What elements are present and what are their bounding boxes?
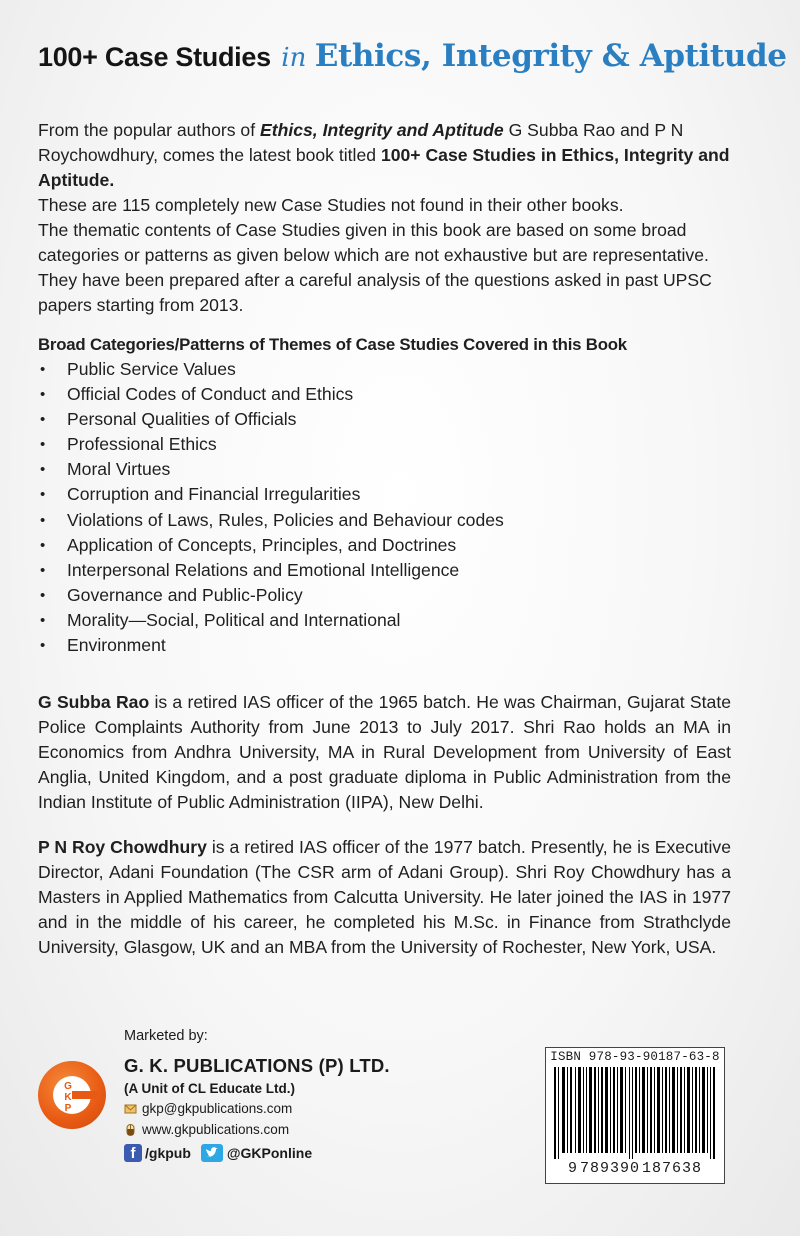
category-item: • Violations of Laws, Rules, Policies and Behaviour codes	[38, 508, 731, 533]
barcode-digit-group: 789390	[579, 1160, 640, 1177]
author-bio-text: is a retired IAS officer of the 1965 batch. He was Chairman, Gujarat State Police Complaints Authority from June 2013 to July 2017. Shri Rao holds an MA in Economics from Andhra University, MA in Rural Development from University of East Anglia, United Kingdom, and a post graduate diploma in Public Administration from the Indian Institute of Public Administration (IIPA), New Delhi.	[38, 692, 731, 812]
publisher-website[interactable]: www.gkpublications.com	[142, 1122, 290, 1137]
barcode-digit-group: 187638	[642, 1160, 703, 1177]
title-main: Ethics, Integrity & Aptitude	[314, 38, 787, 74]
barcode-bars	[554, 1067, 716, 1159]
author-name: G Subba Rao	[38, 692, 150, 712]
social-links	[124, 1144, 312, 1162]
publisher-email-row	[124, 1101, 292, 1116]
publisher-name: G. K. PUBLICATIONS (P) LTD.	[124, 1055, 390, 1076]
new-book-title: 100+ Case Studies in Ethics, Integrity and Aptitude.	[38, 145, 730, 190]
publisher-block	[38, 1025, 458, 1175]
publisher-unit: (A Unit of CL Educate Ltd.)	[124, 1081, 295, 1096]
category-item: • Governance and Public-Policy	[38, 583, 731, 608]
category-item: • Interpersonal Relations and Emotional Intelligence	[38, 558, 731, 583]
mail-icon	[124, 1103, 137, 1115]
author-bio-roy-chowdhury	[38, 835, 731, 960]
facebook-handle[interactable]: /gkpub	[145, 1145, 191, 1161]
category-item: • Environment	[38, 633, 731, 658]
author-name: P N Roy Chowdhury	[38, 837, 207, 857]
intro-text-a: From the popular authors of	[38, 120, 260, 140]
category-item: • Corruption and Financial Irregularities	[38, 482, 731, 507]
publisher-email[interactable]: gkp@gkpublications.com	[142, 1101, 293, 1116]
categories-section	[38, 332, 731, 658]
book-title	[38, 38, 787, 74]
isbn-number: ISBN 978-93-90187-63-8	[550, 1050, 720, 1064]
category-item: • Application of Concepts, Principles, and Doctrines	[38, 533, 731, 558]
intro-paragraph-3: The thematic contents of Case Studies given in this book are based on some broad categories or patterns as given below which are not exhaustive but are representative. They have been prepared after a careful analysis of the questions asked in past UPSC papers starting from 2013.	[38, 220, 712, 315]
author-bio-text: is a retired IAS officer of the 1977 batch. Presently, he is Executive Director, Adani Foundation (The CSR arm of Adani Group). Shri Roy Chowdhury has a Masters in Applied Mathematics from Calcutta University. He later joined the IAS in 1977 and in the middle of his career, he completed his M.Sc. in Finance from Strathclyde University, Glasgow, UK and an MBA from the University of Rochester, New York, USA.	[38, 837, 731, 957]
intro-section	[38, 118, 731, 318]
category-item: • Morality—Social, Political and International	[38, 608, 731, 633]
barcode-digit-group: 9	[567, 1160, 578, 1177]
barcode-digits	[546, 1160, 724, 1177]
categories-heading: Broad Categories/Patterns of Themes of Case Studies Covered in this Book	[38, 335, 627, 354]
previous-book-title: Ethics, Integrity and Aptitude	[260, 120, 504, 140]
gkp-logo-icon	[38, 1061, 106, 1129]
intro-paragraph-2: These are 115 completely new Case Studies not found in their other books.	[38, 195, 624, 215]
category-item: • Personal Qualities of Officials	[38, 407, 731, 432]
publisher-website-row	[124, 1122, 289, 1137]
isbn-barcode	[545, 1047, 725, 1184]
mouse-icon	[124, 1124, 137, 1136]
twitter-handle[interactable]: @GKPonline	[226, 1145, 313, 1161]
marketed-by-label: Marketed by:	[124, 1028, 208, 1044]
facebook-icon[interactable]: f	[124, 1144, 142, 1162]
intro-text-c: G Subba Rao and P N Roychowdhury, comes the latest book titled	[38, 120, 684, 165]
category-item: • Public Service Values	[38, 357, 731, 382]
title-connector: in	[281, 43, 307, 73]
twitter-icon[interactable]	[201, 1144, 223, 1162]
title-prefix: 100+ Case Studies	[38, 42, 271, 72]
author-bio-subba-rao	[38, 690, 731, 815]
category-item: • Professional Ethics	[38, 432, 731, 457]
categories-list	[38, 357, 731, 658]
category-item: • Official Codes of Conduct and Ethics	[38, 382, 731, 407]
logo-letters: G K P	[64, 1081, 72, 1114]
logo-g-bar	[72, 1091, 98, 1099]
category-item: • Moral Virtues	[38, 457, 731, 482]
intro-paragraph-1	[38, 118, 731, 193]
